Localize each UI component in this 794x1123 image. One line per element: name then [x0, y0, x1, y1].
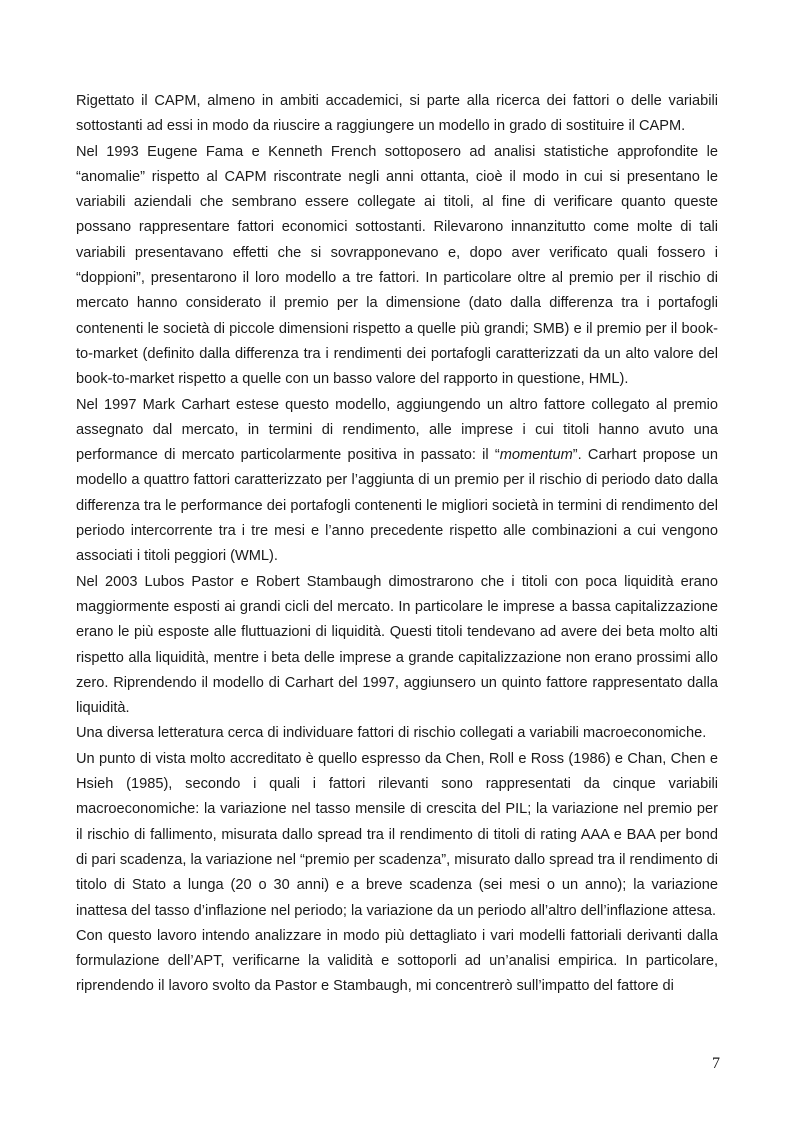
paragraph-thesis-aim: Con questo lavoro intendo analizzare in modo più dettagliato i vari modelli fattoriali derivanti dalla formulazione dell’APT, verificarne la validità e sottoporli ad un’analisi empirica. In particolare, riprendendo il lavoro svolto da Pastor e Stambaugh, mi concentrerò sull’impatto del fattore di: [76, 927, 718, 995]
paragraph-carhart: [76, 393, 718, 570]
page-number: 7: [712, 1055, 720, 1072]
paragraph-capm-rejected: Rigettato il CAPM, almeno in ambiti accademici, si parte alla ricerca dei fattori o delle variabili sottostanti ad essi in modo da riuscire a raggiungere un modello in grado di sostituire il CAPM.: [76, 93, 718, 135]
carhart-text-before: Nel 1997 Mark Carhart estese questo modello, aggiungendo un altro fattore collegato al premio assegnato dal mercato, in termini di rendimento, alle imprese i cui titoli hanno avuto una performance di mercato particolarmente positiva in passato: il “: [76, 396, 718, 464]
paragraph-chen-roll-ross: Un punto di vista molto accreditato è quello espresso da Chen, Roll e Ross (1986) e Chan, Chen e Hsieh (1985), secondo i quali i fattori rilevanti sono rappresentati da cinque variabili macroeconomiche: la variazione nel tasso mensile di crescita del PIL; la variazione nel premio per il rischio di fallimento, misurata dallo spread tra il rendimento di titoli di rating AAA e BAA per bond di pari scadenza, la variazione nel “premio per scadenza”, misurato dallo spread tra il rendimento di titolo di Stato a lunga (20 o 30 anni) e a breve scadenza (sei mesi o un anno); la variazione inattesa del tasso d’inflazione nel periodo; la variazione da un periodo all’altro dell’inflazione attesa.: [76, 750, 718, 919]
paragraph-fama-french: Nel 1993 Eugene Fama e Kenneth French sottoposero ad analisi statistiche approfondite le “anomalie” rispetto al CAPM riscontrate negli anni ottanta, cioè il modo in cui si presentano le variabili aziendali che sembrano essere collegate ai titoli, al fine di verificare quanto queste possano rappresentare fattori economici sottostanti. Rilevarono innanzitutto come molte di tali variabili presentavano effetti che si sovrapponevano e, dopo aver verificato quali fossero i “doppioni”, presentarono il loro modello a tre fattori. In particolare oltre al premio per il rischio di mercato hanno considerato il premio per la dimensione (dato dalla differenza tra i portafogli contenenti le società di piccole dimensioni rispetto a quelle più grandi; SMB) e il premio per il book-to-market (definito dalla differenza tra i rendimenti dei portafogli caratterizzati da un alto valore del book-to-market rispetto a quelle con un basso valore del rapporto in questione, HML).: [76, 143, 718, 388]
momentum-term: momentum: [499, 447, 573, 464]
body-text: [76, 89, 718, 1000]
carhart-text-after: ”. Carhart propose un modello a quattro fattori caratterizzato per l’aggiunta di un premio per il rischio di periodo dato dalla differenza tra le performance dei portafogli contenenti le migliori società in termini di rendimento del periodo intercorrente tra i tre mesi e l’anno precedente rispetto alle combinazioni a cui vengono associati i titoli peggiori (WML).: [76, 447, 718, 565]
paragraph-pastor-stambaugh: Nel 2003 Lubos Pastor e Robert Stambaugh dimostrarono che i titoli con poca liquidità erano maggiormente esposti ai grandi cicli del mercato. In particolare le imprese a bassa capitalizzazione erano le più esposte alle fluttuazioni di liquidità. Questi titoli tendevano ad avere dei beta molto alti rispetto alla liquidità, mentre i beta delle imprese a grande capitalizzazione non erano prossimi allo zero. Riprendendo il modello di Carhart del 1997, aggiunsero un quinto fattore rappresentato dalla liquidità.: [76, 573, 718, 717]
paragraph-macroeconomic: Una diversa letteratura cerca di individuare fattori di rischio collegati a variabili macroeconomiche.: [76, 725, 707, 742]
